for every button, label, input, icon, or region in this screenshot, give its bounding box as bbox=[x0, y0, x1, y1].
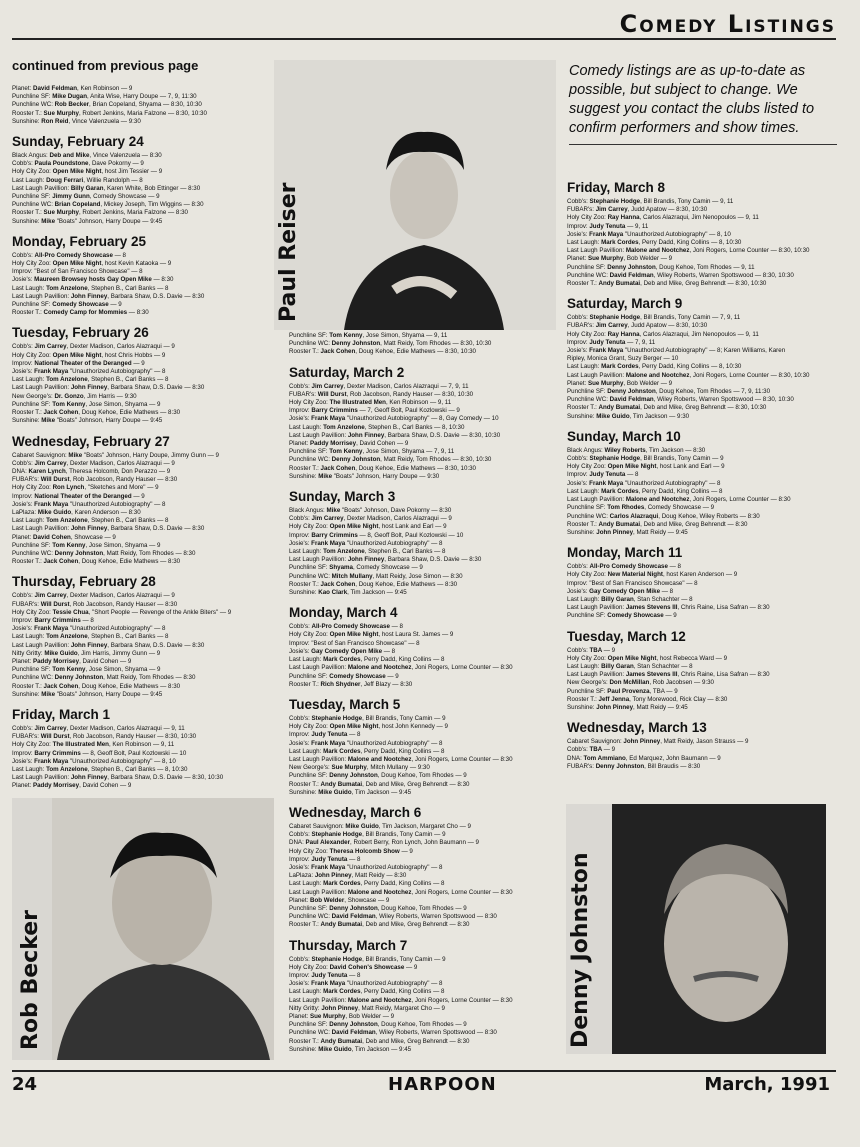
listing-line: Cobb's: TBA — 9 bbox=[567, 646, 616, 654]
day-block bbox=[12, 234, 274, 318]
listing-line: Cabaret Sauvignon: Mike "Boats" Johnson, Harry Doupe, Jimmy Gunn — 9 bbox=[12, 451, 219, 459]
listing-line: Improv: Barry Crimmins — 8, Geoff Bolt, Paul Kozlowski — 10 bbox=[12, 749, 187, 757]
listing-line: Cobb's: Stephanie Hodge, Bill Brandis, Tony Camin — 7, 9, 11 bbox=[567, 314, 741, 322]
listing-line: Last Laugh Pavillion: John Finney, Barbara Shaw, D.S. Davie — 8:30, 10:30 bbox=[12, 774, 224, 782]
listing-line: Last Laugh: Mark Cordes, Perry Dadd, King Collins — 8 bbox=[567, 487, 723, 495]
page-number: 24 bbox=[12, 1074, 38, 1095]
day-block bbox=[289, 605, 557, 689]
listing-line: Holy City Zoo: Theresa Holcomb Show — 9 bbox=[289, 847, 413, 855]
photo-denny-johnston bbox=[566, 804, 826, 1054]
listing-line: Punchline SF: Tom Kenny, Jose Simon, Shyama — 9 bbox=[12, 666, 161, 674]
day-heading: Wednesday, February 27 bbox=[12, 433, 170, 449]
listing-line: Cobb's: Stephanie Hodge, Bill Brandis, Tony Camin — 9 bbox=[567, 455, 724, 463]
listing-line: LaPlaza: Mike Guido, Karen Anderson — 8:30 bbox=[12, 508, 141, 516]
listing-line: Punchline WC: Denny Johnston, Matt Reidy, Tom Rhodes — 8:30 bbox=[12, 674, 196, 682]
page-title: Comedy Listings bbox=[614, 10, 836, 38]
portrait-becker-graphic bbox=[12, 798, 274, 1060]
listing-line: Sunshine: Ron Reid, Vince Valenzuela — 9:30 bbox=[12, 117, 141, 125]
listing-line: Last Laugh Pavillion: Malone and Nootchez, Joni Rogers, Lorne Counter — 8:30 bbox=[289, 664, 513, 672]
listing-line: Cobb's: Stephanie Hodge, Bill Brandis, Tony Camin — 9 bbox=[289, 831, 446, 839]
listing-line: Holy City Zoo: Ron Lynch, "Sketches and More" — 9 bbox=[12, 484, 159, 492]
day-heading: Monday, March 11 bbox=[567, 545, 683, 561]
listing-line: Sunshine: John Pinney, Matt Reidy — 9:45 bbox=[567, 528, 688, 536]
listing-line: Holy City Zoo: David Cohen's Showcase — 9 bbox=[289, 963, 418, 971]
day-block bbox=[12, 134, 274, 226]
listing-line: Sunshine: Mike "Boats" Johnson, Harry Doupe — 9:45 bbox=[12, 217, 163, 225]
day-heading: Wednesday, March 13 bbox=[567, 720, 707, 736]
listing-line: Last Laugh: Mark Cordes, Perry Dadd, King Collins — 8 bbox=[289, 988, 445, 996]
listing-line: Sunshine: Mike Guido, Tim Jackson — 9:45 bbox=[289, 1045, 412, 1053]
listing-line: Rooster T.: Jack Cohen, Doug Kehoe, Edie Mathews — 8:30 bbox=[12, 409, 181, 417]
listing-line: Punchline WC: Denny Johnston, Matt Reidy, Tom Rhodes — 8:30, 10:30 bbox=[289, 340, 492, 348]
listing-line: Cabaret Sauvignon: Mike Guido, Tim Jackson, Margaret Cho — 9 bbox=[289, 822, 471, 830]
listing-line: Punchline SF: Comedy Showcase — 9 bbox=[567, 612, 677, 620]
listing-line: Punchline SF: Tom Kenny, Jose Simon, Shyama — 9 bbox=[12, 541, 161, 549]
listing-line: Planet: Paddy Morrisey, David Cohen — 9 bbox=[12, 657, 132, 665]
issue-date: March, 1991 bbox=[704, 1074, 830, 1095]
listing-line: Punchline WC: Rob Becker, Brian Copeland, Shyama — 8:30, 10:30 bbox=[12, 101, 202, 109]
listing-line: Improv: "Best of San Francisco Showcase" — 8 bbox=[567, 579, 698, 587]
listing-line: Last Laugh Pavillion: John Finney, Barbara Shaw, D.S. Davie — 8:30 bbox=[289, 556, 482, 564]
listing-line: Rooster T.: Jack Cohen, Doug Kehoe, Edie Mathews — 8:30, 10:30 bbox=[289, 348, 476, 356]
listing-line: Punchline SF: Comedy Showcase — 9 bbox=[12, 301, 122, 309]
listing-line: Holy City Zoo: Open Mike Night, host Rebecca Ward — 9 bbox=[567, 654, 728, 662]
listing-line: Josie's: Frank Maya "Unauthorized Autobiography" — 8 bbox=[12, 500, 166, 508]
listing-line: Planet: Sue Murphy, Bob Welder — 9 bbox=[567, 255, 673, 263]
listing-line: Last Laugh: Tom Anzelone, Stephen B., Carl Banks — 8 bbox=[12, 284, 169, 292]
listing-line: Cobb's: Jim Carrey, Dexter Madison, Carlos Alazraqui — 9 bbox=[289, 515, 452, 523]
listing-line: Improv: Barry Crimmins — 7, Geoff Bolt, Paul Kozlowski — 9 bbox=[289, 407, 460, 415]
listing-line: Last Laugh Pavillion: Malone and Nootchez, Joni Rogers, Lorne Counter — 8:30 bbox=[289, 888, 513, 896]
listing-line: FUBAR's: Jim Carrey, Judd Apatow — 8:30, 10:30 bbox=[567, 206, 708, 214]
listing-line: Punchline SF: Shyama, Comedy Showcase — 9 bbox=[289, 564, 423, 572]
listing-line: Last Laugh: Mark Cordes, Perry Dadd, King Collins — 8 bbox=[289, 656, 445, 664]
listing-line: Rooster T.: Andy Bumatai, Deb and Mike, Greg Behrendt — 8:30 bbox=[289, 921, 470, 929]
listing-line: Holy City Zoo: Open Mike Night, host Lank and Earl — 9 bbox=[289, 523, 447, 531]
day-heading: Friday, March 1 bbox=[12, 706, 111, 722]
listing-line: Last Laugh Pavillion: John Finney, Barbara Shaw, D.S. Davie — 8:30 bbox=[12, 641, 205, 649]
listing-line: Rooster T.: Comedy Camp for Mommies — 8:30 bbox=[12, 309, 149, 317]
photo-paul-reiser bbox=[274, 60, 556, 330]
listing-line: Last Laugh: Mark Cordes, Perry Dadd, King Collins — 8 bbox=[289, 880, 445, 888]
listing-line: Planet: Paddy Morrisey, David Cohen — 9 bbox=[289, 440, 409, 448]
portrait-reiser-graphic bbox=[274, 60, 556, 330]
listing-line: Sunshine: Mike "Boats" Johnson, Harry Doupe — 9:30 bbox=[289, 472, 440, 480]
listing-line: Holy City Zoo: Ray Hanna, Carlos Alazraqui, Jim Nenopoulos — 9, 11 bbox=[567, 330, 759, 338]
listing-line: FUBAR's: Jim Carrey, Judd Apatow — 8:30, 10:30 bbox=[567, 322, 708, 330]
listing-line: Last Laugh: Tom Anzelone, Stephen B., Carl Banks — 8 bbox=[12, 376, 169, 384]
listing-line: Planet: Sue Murphy, Bob Welder — 9 bbox=[289, 1013, 395, 1020]
day-heading: Monday, March 4 bbox=[289, 605, 398, 621]
listings-column-3 bbox=[567, 180, 837, 779]
listing-line: FUBAR's: Denny Johnston, Bill Braudis — 8:30 bbox=[567, 762, 701, 770]
listing-line: Sunshine: John Pinney, Matt Reidy — 9:45 bbox=[567, 703, 688, 711]
listing-line: Cobb's: Stephanie Hodge, Bill Brandis, Tony Camin — 9, 11 bbox=[567, 198, 734, 205]
listing-line: Josie's: Maureen Browsey hosts Gay Open Mike — 8:30 bbox=[12, 276, 174, 284]
listing-line: Improv: Judy Tenuta — 8 bbox=[289, 855, 361, 863]
listing-line: LaPlaza: John Pinney, Matt Reidy — 8:30 bbox=[289, 872, 407, 880]
listing-line: Improv: Barry Crimmins — 8 bbox=[12, 616, 94, 624]
listing-line: Sunshine: Kao Clark, Tim Jackson — 9:45 bbox=[289, 589, 407, 597]
listing-line: Josie's: Frank Maya "Unauthorized Autobiography" — 8 bbox=[289, 539, 443, 547]
listing-line: Last Laugh: Tom Anzelone, Stephen B., Carl Banks — 8 bbox=[12, 517, 169, 525]
continued-heading: continued from previous page bbox=[12, 58, 199, 73]
listing-line: Punchline WC: Denny Johnston, Matt Reidy, Tom Rhodes — 8:30, 10:30 bbox=[289, 456, 492, 464]
listing-line: Sunshine: Mike Guido, Tim Jackson — 9:30 bbox=[567, 412, 690, 420]
listing-line: Black Angus: Mike "Boats" Johnson, Dave Pokorny — 8:30 bbox=[289, 507, 452, 515]
listing-line: Cabaret Sauvignon: John Pinney, Matt Reidy, Jason Strauss — 9 bbox=[567, 738, 749, 746]
listing-line: Punchline SF: Denny Johnston, Doug Kehoe, Tom Rhodes — 9 bbox=[289, 904, 467, 912]
listings-notice: Comedy listings are as up-to-date as possible, but subject to change. We suggest you contact the clubs listed to confirm performers and show times. bbox=[569, 62, 837, 145]
day-block bbox=[567, 429, 837, 537]
listing-line: Holy City Zoo: Ray Hanna, Carlos Alazraqui, Jim Nenopoulos — 9, 11 bbox=[567, 214, 759, 222]
listing-line: New George's: Sue Murphy, Mitch Mullany — 9:30 bbox=[289, 764, 430, 772]
listing-line: Punchline WC: Carlos Alazraqui, Doug Kehoe, Wiley Roberts — 8:30 bbox=[567, 512, 760, 520]
listing-line: Holy City Zoo: Open Mike Night, host Laura St. James — 9 bbox=[289, 631, 454, 639]
day-block bbox=[12, 574, 274, 699]
listing-line: Last Laugh: Mark Cordes, Perry Dadd, King Collins — 8, 10:30 bbox=[567, 363, 742, 371]
listing-line: Rooster T.: Andy Bumatai, Deb and Mike, Greg Behrendt — 8:30 bbox=[289, 1037, 470, 1045]
listing-line: Improv: Judy Tenuta — 8 bbox=[567, 471, 639, 479]
listing-line: Cobb's: All-Pro Comedy Showcase — 8 bbox=[567, 563, 681, 571]
listing-line: Last Laugh Pavillion: Billy Garan, Karen White, Bob Ettinger — 8:30 bbox=[12, 184, 201, 192]
day-heading: Sunday, February 24 bbox=[12, 134, 144, 150]
photo-caption-reiser: Paul Reiser bbox=[276, 182, 301, 322]
listing-line: Josie's: Frank Maya "Unauthorized Autobiography" — 8 bbox=[289, 863, 443, 871]
listing-line: Cobb's: Jim Carrey, Dexter Madison, Carlos Alazraqui — 9 bbox=[12, 592, 175, 600]
listing-line: Punchline SF: Paul Provenza, TBA — 9 bbox=[567, 687, 678, 695]
day-heading: Saturday, March 9 bbox=[567, 296, 683, 312]
listing-line: DNA: Paul Alexander, Robert Berry, Ron Lynch, John Baumann — 9 bbox=[289, 839, 479, 847]
listing-line: Josie's: Frank Maya "Unauthorized Autobiography" — 8, Gay Comedy — 10 bbox=[289, 415, 499, 423]
listing-line: Last Laugh: Tom Anzelone, Stephen B., Carl Banks — 8, 10:30 bbox=[12, 766, 188, 773]
listing-line: Punchline SF: Comedy Showcase — 9 bbox=[289, 672, 399, 680]
day-heading: Sunday, March 3 bbox=[289, 489, 396, 505]
listing-line: Last Laugh: Tom Anzelone, Stephen B., Carl Banks — 8 bbox=[12, 633, 169, 641]
listing-line: Cobb's: All-Pro Comedy Showcase — 8 bbox=[289, 623, 403, 631]
magazine-name: HARPOON bbox=[388, 1074, 497, 1095]
listing-line: Rooster T.: Rich Shydner, Jeff Blazy — 8:30 bbox=[289, 680, 413, 688]
listing-line: Punchline WC: David Feldman, Wiley Roberts, Warren Spottswood — 8:30 bbox=[289, 913, 497, 921]
footer-rule bbox=[12, 1070, 836, 1072]
listing-line: Holy City Zoo: Open Mike Night, host Lank and Earl — 9 bbox=[567, 463, 725, 471]
day-block bbox=[567, 545, 837, 620]
listing-line: Punchline SF: Tom Kenny, Jose Simon, Shyama — 9, 11 bbox=[289, 332, 448, 339]
listing-line: Last Laugh Pavillion: Malone and Nootchez, Joni Rogers, Lorne Counter — 8:30 bbox=[289, 755, 513, 763]
listing-line: Last Laugh: Tom Anzelone, Stephen B., Carl Banks — 8 bbox=[289, 548, 446, 556]
listing-line: Rooster T.: Jack Cohen, Doug Kehoe, Edie Mathews — 8:30, 10:30 bbox=[289, 464, 476, 472]
listing-line: Last Laugh Pavillion: Malone and Nootchez, Joni Rogers, Lorne Counter — 8:30, 10:30 bbox=[567, 247, 810, 255]
listing-line: Josie's: Frank Maya "Unauthorized Autobiography" — 8 bbox=[567, 479, 721, 487]
masthead bbox=[0, 8, 836, 44]
listing-line: Improv: "Best of San Francisco Showcase" — 8 bbox=[289, 639, 420, 647]
listing-line: Last Laugh: Billy Garan, Stan Schachter — 8 bbox=[567, 595, 693, 603]
listing-line: Punchline SF: Tom Kenny, Jose Simon, Shyama — 9 bbox=[12, 400, 161, 408]
listing-line: Punchline WC: Brian Copeland, Mickey Joseph, Tim Wiggins — 8:30 bbox=[12, 201, 204, 209]
listing-line: Punchline SF: Tom Rhodes, Comedy Showcase — 9 bbox=[567, 504, 715, 512]
listing-line: Rooster T.: Jack Cohen, Doug Kehoe, Edie Mathews — 8:30 bbox=[12, 682, 181, 690]
listing-line: Holy City Zoo: Tessie Chua, "Short People — Revenge of the Ankle Biters" — 9 bbox=[12, 608, 232, 616]
listing-line: Last Laugh Pavillion: Malone and Nootchez, Joni Rogers, Lorne Counter — 8:30 bbox=[289, 996, 513, 1004]
day-block bbox=[289, 365, 557, 481]
day-heading: Monday, February 25 bbox=[12, 233, 147, 249]
listing-line: Cobb's: Stephanie Hodge, Bill Brandis, Tony Camin — 9 bbox=[289, 714, 446, 722]
listing-line: Cobb's: All-Pro Comedy Showcase — 8 bbox=[12, 251, 126, 259]
listing-line: Improv: Judy Tenuta — 9, 11 bbox=[567, 222, 649, 230]
day-heading: Tuesday, February 26 bbox=[12, 325, 149, 341]
listing-line: Last Laugh Pavillion: Malone and Nootchez, Joni Rogers, Lorne Counter — 8:30 bbox=[567, 496, 791, 504]
listing-line: Punchline SF: Denny Johnston, Doug Kehoe, Tom Rhodes — 7, 9, 11:30 bbox=[567, 388, 771, 396]
day-heading: Tuesday, March 12 bbox=[567, 628, 686, 644]
listing-line: Holy City Zoo: Open Mike Night, host Kevin Kataoka — 9 bbox=[12, 260, 172, 268]
listing-line: Holy City Zoo: New Material Night, host Karen Anderson — 9 bbox=[567, 571, 738, 579]
listing-line: Rooster T.: Jeff Jenna, Tony Morewood, Rick Clay — 8:30 bbox=[567, 695, 728, 703]
listing-line: Improv: Judy Tenuta — 7, 9, 11 bbox=[567, 338, 656, 346]
listing-line: Josie's: Gay Comedy Open Mike — 8 bbox=[567, 587, 674, 595]
photo-caption-becker: Rob Becker bbox=[18, 909, 43, 1050]
listing-line: Rooster T.: Jack Cohen, Doug Kehoe, Edie Mathews — 8:30 bbox=[289, 580, 458, 588]
portrait-johnston-graphic bbox=[566, 804, 826, 1054]
day-block bbox=[289, 938, 557, 1054]
listing-line: Punchline SF: Denny Johnston, Doug Kehoe, Tom Rhodes — 9, 11 bbox=[567, 263, 755, 271]
listing-line: Josie's: Frank Maya "Unauthorized Autobiography" — 8, 10 bbox=[567, 230, 731, 238]
listing-line: Nitty Gritty: John Pinney, Matt Reidy, Margaret Cho — 9 bbox=[289, 1004, 445, 1012]
listing-line: Improv: Judy Tenuta — 8 bbox=[289, 731, 361, 739]
listing-line: Punchline WC: David Feldman, Wiley Roberts, Warren Spottswood — 8:30 bbox=[289, 1029, 497, 1037]
day-block bbox=[12, 85, 274, 126]
listing-line: Josie's: Frank Maya "Unauthorized Autobiography" — 8 bbox=[12, 625, 166, 633]
listing-line: Josie's: Frank Maya "Unauthorized Autobiography" — 8, 10 bbox=[12, 757, 176, 765]
listing-line: Punchline WC: David Feldman, Wiley Roberts, Warren Spottswood — 8:30, 10:30 bbox=[567, 396, 794, 404]
listings-column-2 bbox=[289, 332, 557, 1062]
listings-column-1 bbox=[12, 58, 274, 799]
listing-line: Planet: David Feldman, Ken Robinson — 9 bbox=[12, 85, 133, 92]
listing-line: Punchline WC: Mitch Mullany, Matt Reidy, Jose Simon — 8:30 bbox=[289, 572, 463, 580]
listing-line: Rooster T.: Andy Bumatai, Deb and Mike, Greg Behrendt — 8:30 bbox=[567, 520, 748, 528]
day-block bbox=[567, 296, 837, 421]
listing-line: Cobb's: Jim Carrey, Dexter Madison, Carlos Alazraqui — 9 bbox=[12, 343, 175, 351]
day-heading: Saturday, March 2 bbox=[289, 364, 405, 380]
listing-line: Rooster T.: Jack Cohen, Doug Kehoe, Edie Mathews — 8:30 bbox=[12, 558, 181, 566]
day-heading: Friday, March 8 bbox=[567, 180, 666, 195]
day-heading: Tuesday, March 5 bbox=[289, 696, 401, 712]
listing-line: Josie's: Frank Maya "Unauthorized Autobiography" — 8 bbox=[289, 980, 443, 988]
listing-line: Rooster T.: Andy Bumatai, Deb and Mike, Greg Behrendt — 8:30 bbox=[289, 780, 470, 788]
listing-line: DNA: Tom Ammiano, Ed Marquez, John Baumann — 9 bbox=[567, 754, 721, 762]
day-block bbox=[12, 325, 274, 425]
listing-line: Rooster T.: Sue Murphy, Robert Jenkins, Maria Falzone — 8:30, 10:30 bbox=[12, 109, 207, 117]
listing-line: Sunshine: Mike Guido, Tim Jackson — 9:45 bbox=[289, 788, 412, 796]
day-block bbox=[567, 720, 837, 771]
listing-line: Cobb's: Jim Carrey, Dexter Madison, Carlos Alazraqui — 9 bbox=[12, 459, 175, 467]
day-heading: Thursday, February 28 bbox=[12, 574, 156, 590]
day-block bbox=[289, 805, 557, 930]
listing-line: FUBAR's: Will Durst, Rob Jacobson, Randy Hauser — 8:30 bbox=[12, 476, 178, 484]
listing-line: Sunshine: Mike "Boats" Johnson, Harry Doupe — 9:45 bbox=[12, 690, 163, 698]
day-block bbox=[289, 489, 557, 597]
listing-line: Punchline SF: Jimmy Gunn, Comedy Showcase — 9 bbox=[12, 193, 160, 201]
listing-line: Rooster T.: Sue Murphy, Robert Jenkins, Maria Falzone — 8:30 bbox=[12, 209, 188, 217]
listing-line: Last Laugh: Tom Anzelone, Stephen B., Carl Banks — 8, 10:30 bbox=[289, 423, 465, 431]
listing-line: Last Laugh Pavillion: Malone and Nootchez, Joni Rogers, Lorne Counter — 8:30, 10:30 bbox=[567, 371, 810, 379]
listing-line: Improv: Judy Tenuta — 8 bbox=[289, 971, 361, 979]
day-block bbox=[289, 332, 557, 357]
listing-line: Holy City Zoo: Open Mike Night, host John Kennedy — 9 bbox=[289, 723, 448, 731]
listing-line: Josie's: Frank Maya "Unauthorized Autobiography" — 8 bbox=[12, 368, 166, 376]
listing-line: Last Laugh Pavillion: James Stevens III, Chris Raine, Lisa Safran — 8:30 bbox=[567, 604, 770, 612]
day-heading: Thursday, March 7 bbox=[289, 937, 408, 953]
listing-line: Punchline WC: David Feldman, Wiley Roberts, Warren Spottswood — 8:30, 10:30 bbox=[567, 271, 794, 279]
listing-line: Last Laugh Pavillion: James Stevens III, Chris Raine, Lisa Safran — 8:30 bbox=[567, 671, 770, 679]
listing-line: Last Laugh Pavillion: John Finney, Barbara Shaw, D.S. Davie — 8:30 bbox=[12, 384, 205, 392]
day-heading: Wednesday, March 6 bbox=[289, 804, 422, 820]
listing-line: Nitty Gritty: Mike Guido, Jim Harris, Jimmy Gunn — 9 bbox=[12, 649, 161, 657]
listing-line: Punchline SF: Denny Johnston, Doug Kehoe, Tom Rhodes — 9 bbox=[289, 772, 467, 780]
day-block bbox=[567, 180, 837, 288]
listing-line: Holy City Zoo: Open Mike Night, host Jim Tessier — 9 bbox=[12, 168, 163, 176]
listing-line: Josie's: Frank Maya "Unauthorized Autobiography" — 8 bbox=[289, 739, 443, 747]
listing-line: Rooster T.: Andy Bumatai, Deb and Mike, Greg Behrendt — 8:30, 10:30 bbox=[567, 404, 767, 412]
day-block bbox=[12, 434, 274, 567]
listing-line: Last Laugh: Mark Cordes, Perry Dadd, King Collins — 8 bbox=[289, 747, 445, 755]
listing-line: Last Laugh Pavillion: John Finney, Barbara Shaw, D.S. Davie — 8:30 bbox=[12, 525, 205, 533]
listing-line: Holy City Zoo: Open Mike Night, host Chris Hobbs — 9 bbox=[12, 351, 166, 359]
listing-line: FUBAR's: Will Durst, Rob Jacobson, Randy Hauser — 8:30, 10:30 bbox=[12, 733, 197, 741]
masthead-rule bbox=[12, 38, 836, 40]
listing-line: Punchline SF: Tom Kenny, Jose Simon, Shyama — 7, 9, 11 bbox=[289, 448, 455, 456]
day-block bbox=[12, 707, 274, 791]
listing-line: Black Angus: Wiley Roberts, Tim Jackson — 8:30 bbox=[567, 446, 706, 454]
listing-line: Last Laugh: Mark Cordes, Perry Dadd, King Collins — 8, 10:30 bbox=[567, 239, 742, 247]
day-block bbox=[289, 697, 557, 797]
listing-line: Cobb's: Jim Carrey, Dexter Madison, Carlos Alazraqui — 7, 9, 11 bbox=[289, 382, 469, 390]
listing-line: DNA: Karen Lynch, Theresa Holcomb, Don Perazzo — 9 bbox=[12, 467, 171, 475]
listing-line: Holy City Zoo: The Illustrated Men, Ken Robinson — 9, 11 bbox=[289, 399, 452, 407]
listing-line: Improv: National Theater of the Deranged — 9 bbox=[12, 359, 145, 367]
photo-caption-johnston: Denny Johnston bbox=[568, 852, 593, 1048]
listing-line: Last Laugh Pavillion: John Finney, Barbara Shaw, D.S. Davie — 8:30 bbox=[12, 292, 205, 300]
listing-line: Cobb's: TBA — 9 bbox=[567, 746, 616, 754]
listing-line: Black Angus: Deb and Mike, Vince Valenzuela — 8:30 bbox=[12, 152, 162, 160]
listing-line: Josie's: Frank Maya "Unauthorized Autobiography" — 8; Karen Williams, Karen bbox=[567, 347, 786, 355]
day-heading: Sunday, March 10 bbox=[567, 428, 681, 444]
listing-line: Cobb's: Paula Poundstone, Dave Pokorny — 9 bbox=[12, 160, 144, 168]
listing-line: Cobb's: Stephanie Hodge, Bill Brandis, Tony Camin — 9 bbox=[289, 955, 446, 963]
listing-line: New George's: Dr. Gonzo, Jim Harris — 9:30 bbox=[12, 392, 137, 400]
listing-line: Josie's: Gay Comedy Open Mike — 8 bbox=[289, 647, 396, 655]
listing-line: Cobb's: Jim Carrey, Dexter Madison, Carlos Alazraqui — 9, 11 bbox=[12, 724, 185, 732]
photo-rob-becker bbox=[12, 798, 274, 1060]
listing-line: Punchline SF: Mike Dugan, Anita Wise, Harry Doupe — 7, 9, 11:30 bbox=[12, 93, 197, 101]
listing-line: FUBAR's: Will Durst, Rob Jacobson, Randy Hauser — 8:30 bbox=[12, 600, 178, 608]
listing-line: Ripley, Monica Grant, Suzy Berger — 10 bbox=[567, 355, 679, 363]
listing-line: Last Laugh: Doug Ferrari, Willie Randolph — 8 bbox=[12, 176, 143, 184]
listing-line: Planet: Bob Welder, Showcase — 9 bbox=[289, 896, 390, 904]
listing-line: FUBAR's: Will Durst, Rob Jacobson, Randy Hauser — 8:30, 10:30 bbox=[289, 390, 474, 398]
listing-line: Planet: David Cohen, Showcase — 9 bbox=[12, 533, 116, 541]
day-block bbox=[567, 629, 837, 713]
listing-line: Holy City Zoo: The Illustrated Men, Ken Robinson — 9, 11 bbox=[12, 741, 175, 749]
listing-line: Improv: National Theater of the Deranged — 9 bbox=[12, 492, 145, 500]
listing-line: Last Laugh: Billy Garan, Stan Schachter — 8 bbox=[567, 662, 693, 670]
listing-line: Rooster T.: Andy Bumatai, Deb and Mike, Greg Behrendt — 8:30, 10:30 bbox=[567, 280, 767, 288]
listing-line: Sunshine: Mike "Boats" Johnson, Harry Doupe — 9:45 bbox=[12, 417, 163, 425]
listing-line: Punchline WC: Denny Johnston, Matt Reidy, Tom Rhodes — 8:30 bbox=[12, 549, 196, 557]
listing-line: Planet: Paddy Morrisey, David Cohen — 9 bbox=[12, 782, 132, 790]
listing-line: Improv: "Best of San Francisco Showcase" — 8 bbox=[12, 268, 143, 276]
listing-line: Planet: Sue Murphy, Bob Welder — 9 bbox=[567, 379, 673, 387]
listing-line: New George's: Don McMillan, Rob Jacobsen — 9:30 bbox=[567, 679, 714, 687]
listing-line: Improv: Barry Crimmins — 8, Geoff Bolt, Paul Kozlowski — 10 bbox=[289, 531, 464, 539]
listing-line: Last Laugh Pavillion: John Finney, Barbara Shaw, D.S. Davie — 8:30, 10:30 bbox=[289, 431, 501, 439]
listing-line: Punchline SF: Denny Johnston, Doug Kehoe, Tom Rhodes — 9 bbox=[289, 1021, 467, 1029]
